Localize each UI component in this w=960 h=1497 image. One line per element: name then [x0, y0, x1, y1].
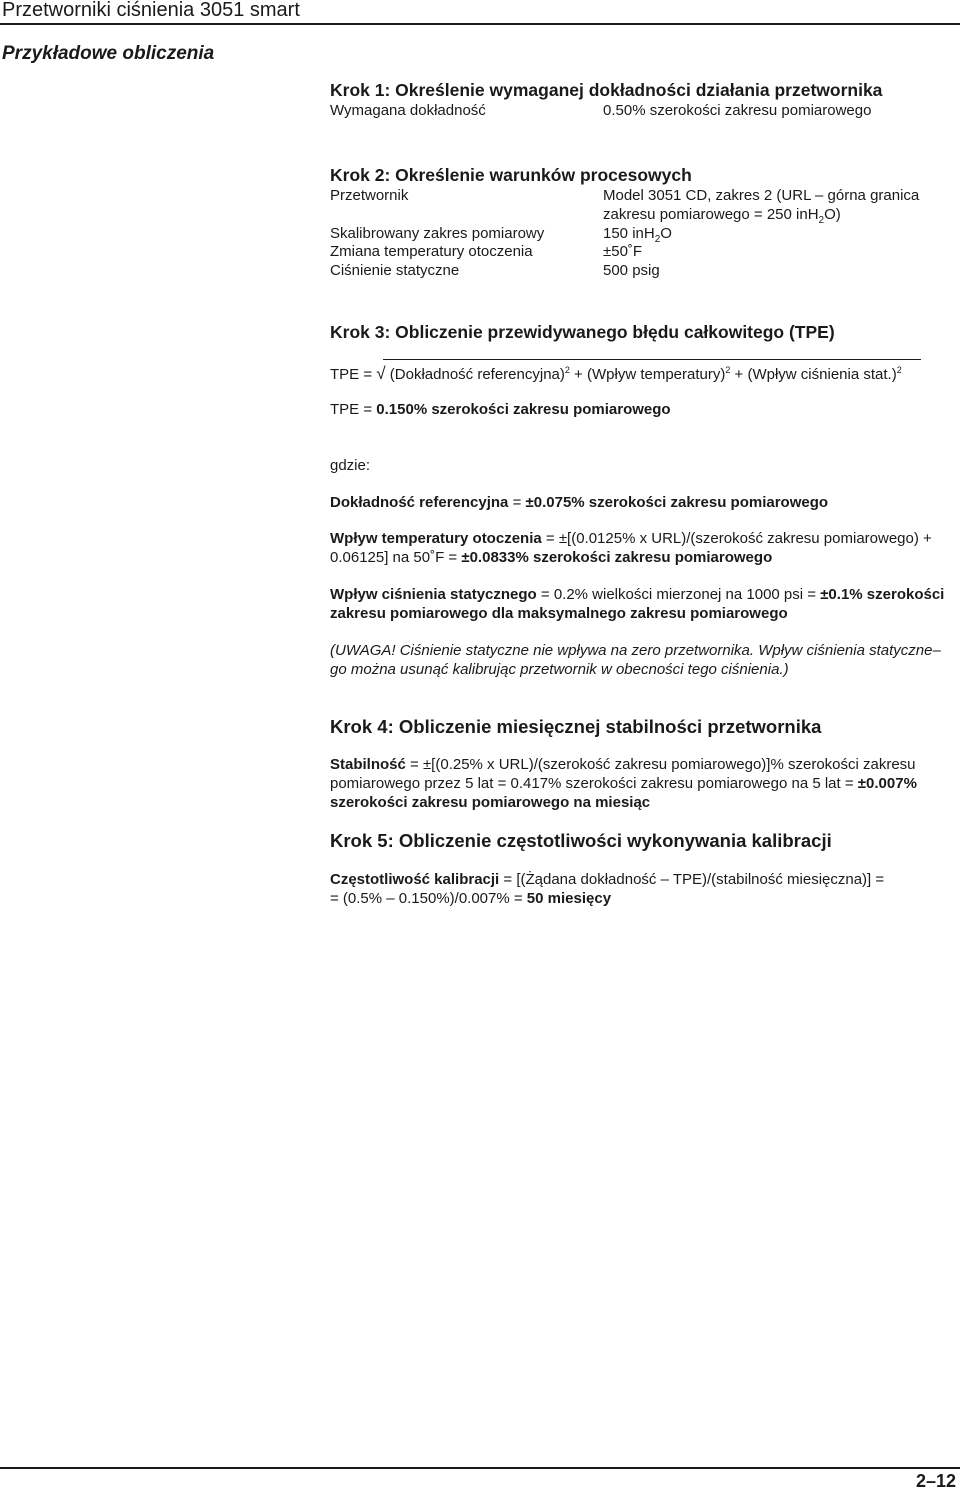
- tpe-result: TPE = 0.150% szerokości zakresu pomiarowego: [330, 401, 671, 418]
- step2-heading: Krok 2: Określenie warunków procesowych: [330, 165, 692, 185]
- step1-value: 0.50% szerokości zakresu pomiarowego: [603, 102, 872, 119]
- radical-sign: √: [376, 364, 386, 383]
- stability-line2: pomiarowego przez 5 lat = 0.417% szerokości zakresu pomiarowego na 5 lat = ±0.007%: [330, 775, 917, 792]
- tpe-formula: TPE = √ (Dokładność referencyjna)$^2$ + (Wpływ temperatury)$^2$ + (Wpływ ciśnienia stat.)$^2$: [330, 364, 902, 383]
- page-number: 2–12: [915, 1471, 956, 1491]
- radical-overline: [383, 359, 921, 360]
- step1-heading: Krok 1: Określenie wymaganej dokładności działania przetwornika: [330, 80, 883, 100]
- temperature-effect-line1: Wpływ temperatury otoczenia = ±[(0.0125% x URL)/(szerokość zakresu pomiarowego) +: [330, 530, 932, 547]
- transmitter-value-line1: Model 3051 CD, zakres 2 (URL – górna granica: [603, 187, 920, 204]
- note-line1: (UWAGA! Ciśnienie statyczne nie wpływa na zero przetwornika. Wpływ ciśnienia statyczne–: [330, 642, 941, 659]
- static-pressure-value: 500 psig: [603, 262, 660, 279]
- static-effect-line2: zakresu pomiarowego dla maksymalnego zakresu pomiarowego: [330, 605, 788, 622]
- static-effect-line1: Wpływ ciśnienia statycznego = 0.2% wielkości mierzonej na 1000 psi = ±0.1% szerokości: [330, 586, 945, 603]
- temperature-effect-line2: 0.06125] na 50˚F = ±0.0833% szerokości zakresu pomiarowego: [330, 549, 773, 566]
- step3-heading: Krok 3: Obliczenie przewidywanego błędu całkowitego (TPE): [330, 322, 835, 342]
- span-value: 150 inH$_2$O: [603, 225, 672, 245]
- static-pressure-label: Ciśnienie statyczne: [330, 262, 460, 279]
- calibration-frequency-line1: Częstotliwość kalibracji = [(Żądana dokładność – TPE)/(stabilność miesięczna)] =: [330, 871, 885, 888]
- transmitter-value-line2: zakresu pomiarowego = 250 inH$_2$O): [603, 206, 841, 226]
- span-label: Skalibrowany zakres pomiarowy: [330, 225, 545, 242]
- note-line2: go można usunąć kalibrując przetwornik w obecności tego ciśnienia.): [330, 661, 789, 678]
- calibration-frequency-line2: = (0.5% – 0.150%)/0.007% = 50 miesięcy: [330, 890, 612, 907]
- temp-change-value: ±50˚F: [603, 243, 643, 260]
- reference-accuracy: Dokładność referencyjna = ±0.075% szerokości zakresu pomiarowego: [330, 494, 829, 511]
- stability-line1: Stabilność = ±[(0.25% x URL)/(szerokość zakresu pomiarowego)]% szerokości zakresu: [330, 756, 916, 773]
- step5-heading: Krok 5: Obliczenie częstotliwości wykonywania kalibracji: [330, 830, 832, 851]
- section-title: Przykładowe obliczenia: [2, 43, 215, 64]
- step1-label: Wymagana dokładność: [330, 102, 486, 119]
- footer-divider: [0, 1467, 960, 1469]
- step4-heading: Krok 4: Obliczenie miesięcznej stabilności przetwornika: [330, 716, 822, 737]
- header-divider: [0, 23, 960, 25]
- transmitter-label: Przetwornik: [330, 187, 409, 204]
- stability-line3: szerokości zakresu pomiarowego na miesiąc: [330, 794, 651, 811]
- where-label: gdzie:: [330, 457, 371, 474]
- document-header-title: Przetworniki ciśnienia 3051 smart: [2, 0, 300, 21]
- temp-change-label: Zmiana temperatury otoczenia: [330, 243, 533, 260]
